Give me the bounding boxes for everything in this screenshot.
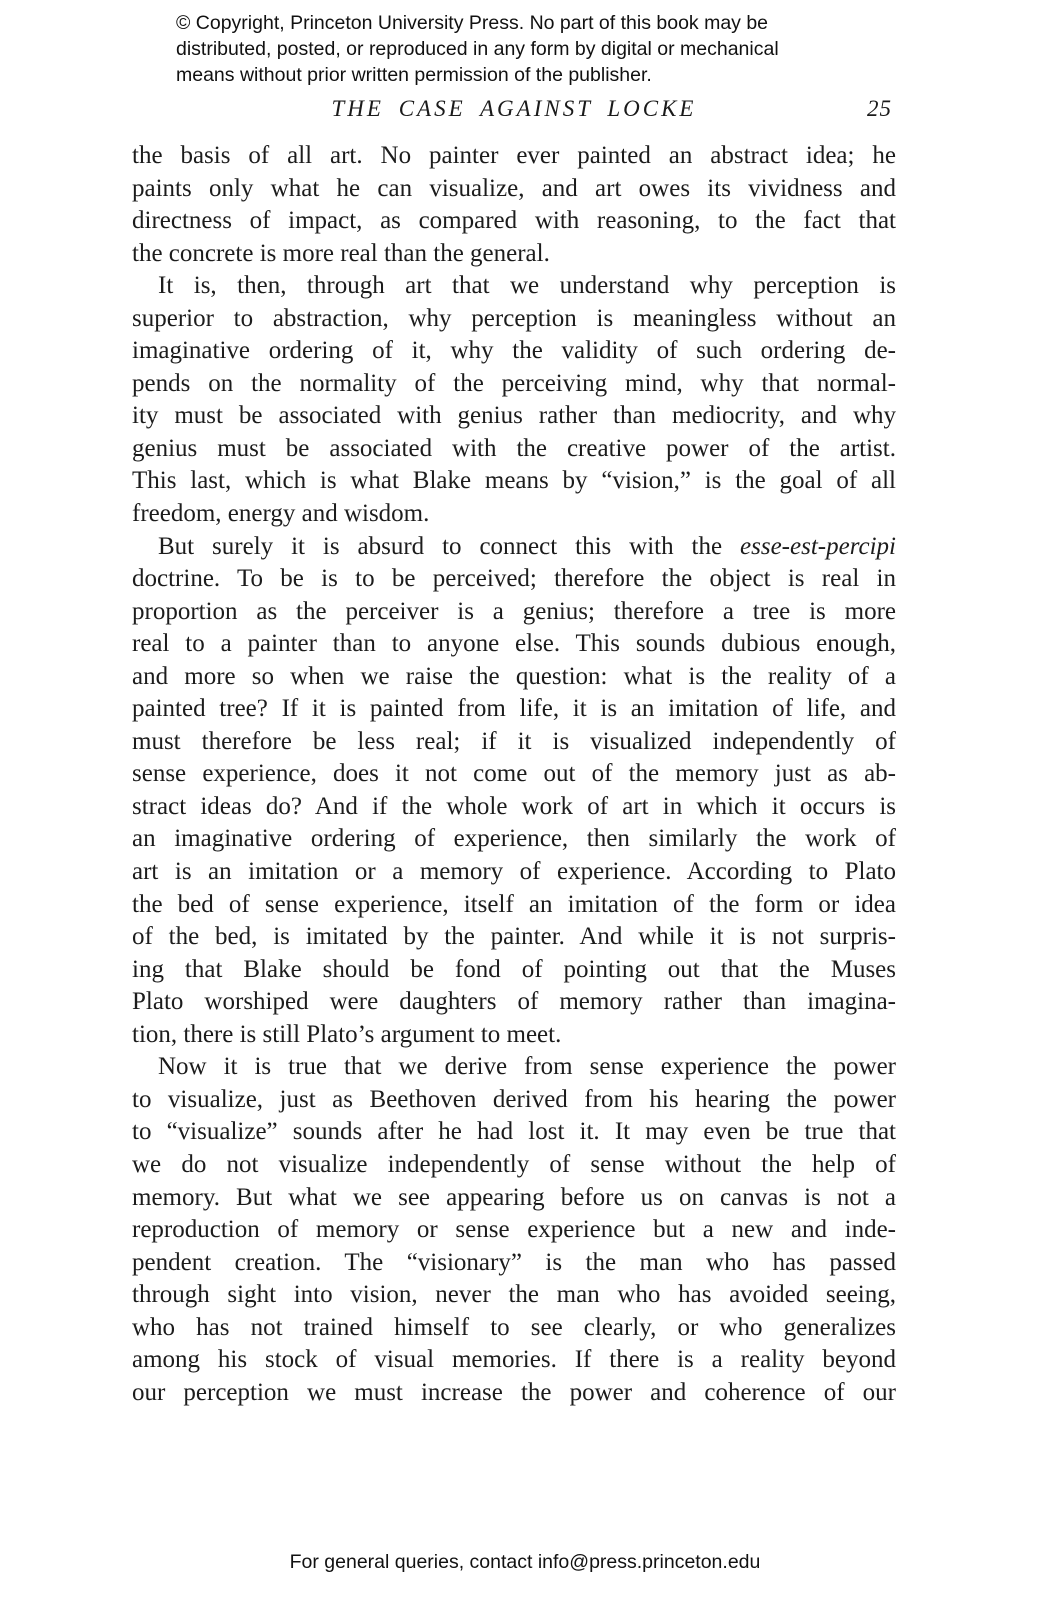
- text-line: of the bed, is imitated by the painter. And while it is not surpris-: [132, 923, 896, 951]
- copyright-notice: [176, 10, 896, 88]
- text-line: memory. But what we see appearing before us on canvas is not a: [132, 1183, 896, 1211]
- text-line: must therefore be less real; if it is visualized independently of: [132, 727, 896, 755]
- text-line: paints only what he can visualize, and art owes its vividness and: [132, 174, 896, 202]
- text-line: an imaginative ordering of experience, then similarly the work of: [132, 825, 896, 853]
- text-line: tion, there is still Plato’s argument to meet.: [132, 1020, 562, 1048]
- copyright-line: means without prior written permission of the publisher.: [176, 64, 652, 86]
- text-line: sense experience, does it not come out of the memory just as ab-: [132, 760, 896, 788]
- text-line: painted tree? If it is painted from life, it is an imitation of life, and: [132, 695, 896, 723]
- text-line: pends on the normality of the perceiving mind, why that normal-: [132, 369, 896, 397]
- text-line: the concrete is more real than the general.: [132, 239, 550, 267]
- text-line: real to a painter than to anyone else. This sounds dubious enough,: [132, 630, 896, 658]
- text-line: proportion as the perceiver is a genius; therefore a tree is more: [132, 597, 896, 625]
- italic-term: esse-est-percipi: [740, 532, 896, 560]
- text-line: ing that Blake should be fond of pointing out that the Muses: [132, 955, 896, 983]
- text-line: ity must be associated with genius rather than mediocrity, and why: [132, 402, 896, 430]
- text-line: superior to abstraction, why perception is meaningless without an: [132, 304, 896, 332]
- text-line: imaginative ordering of it, why the validity of such ordering de-: [132, 337, 896, 365]
- text-line: directness of impact, as compared with reasoning, to the fact that: [132, 207, 896, 235]
- text-line: genius must be associated with the creative power of the artist.: [132, 434, 896, 462]
- text-run: But surely it is absurd to connect this with the: [158, 532, 741, 560]
- paragraph-2: [132, 270, 896, 530]
- text-line: the bed of sense experience, itself an imitation of the form or idea: [132, 890, 896, 918]
- text-line: through sight into vision, never the man who has avoided seeing,: [132, 1281, 896, 1309]
- running-head: [132, 96, 896, 130]
- text-line: reproduction of memory or sense experience but a new and inde-: [132, 1216, 896, 1244]
- text-line: our perception we must increase the power and coherence of our: [132, 1378, 896, 1406]
- text-line: to “visualize” sounds after he had lost it. It may even be true that: [132, 1118, 896, 1146]
- text-line: pendent creation. The “visionary” is the man who has passed: [132, 1248, 896, 1276]
- text-line: doctrine. To be is to be perceived; therefore the object is real in: [132, 565, 896, 593]
- paragraph-4: [132, 1051, 896, 1409]
- text-line: It is, then, through art that we understand why perception is: [158, 272, 896, 300]
- text-line: [132, 531, 896, 564]
- text-line: among his stock of visual memories. If there is a reality beyond: [132, 1346, 896, 1374]
- copyright-line: © Copyright, Princeton University Press. No part of this book may be: [176, 12, 769, 34]
- running-title: THE CASE AGAINST LOCKE: [331, 96, 697, 121]
- footer-contact: For general queries, contact info@press.princeton.edu: [289, 1551, 761, 1573]
- paragraph-1: [132, 140, 896, 270]
- page-number: 25: [867, 96, 892, 121]
- text-line: we do not visualize independently of sense without the help of: [132, 1150, 896, 1178]
- text-line: Now it is true that we derive from sense experience the power: [158, 1053, 896, 1081]
- body-text: [132, 140, 896, 1409]
- text-line: stract ideas do? And if the whole work of art in which it occurs is: [132, 792, 896, 820]
- text-line: This last, which is what Blake means by “vision,” is the goal of all: [132, 467, 896, 495]
- text-line: Plato worshiped were daughters of memory rather than imagina-: [132, 988, 896, 1016]
- text-line: the basis of all art. No painter ever painted an abstract idea; he: [132, 142, 896, 169]
- text-line: art is an imitation or a memory of experience. According to Plato: [132, 858, 896, 886]
- paragraph-3: [132, 531, 896, 1052]
- text-line: freedom, energy and wisdom.: [132, 500, 430, 528]
- text-line: who has not trained himself to see clearly, or who generalizes: [132, 1313, 896, 1341]
- text-line: to visualize, just as Beethoven derived from his hearing the power: [132, 1085, 896, 1113]
- copyright-line: distributed, posted, or reproduced in any form by digital or mechanical: [176, 38, 779, 60]
- text-line: and more so when we raise the question: what is the reality of a: [132, 662, 896, 690]
